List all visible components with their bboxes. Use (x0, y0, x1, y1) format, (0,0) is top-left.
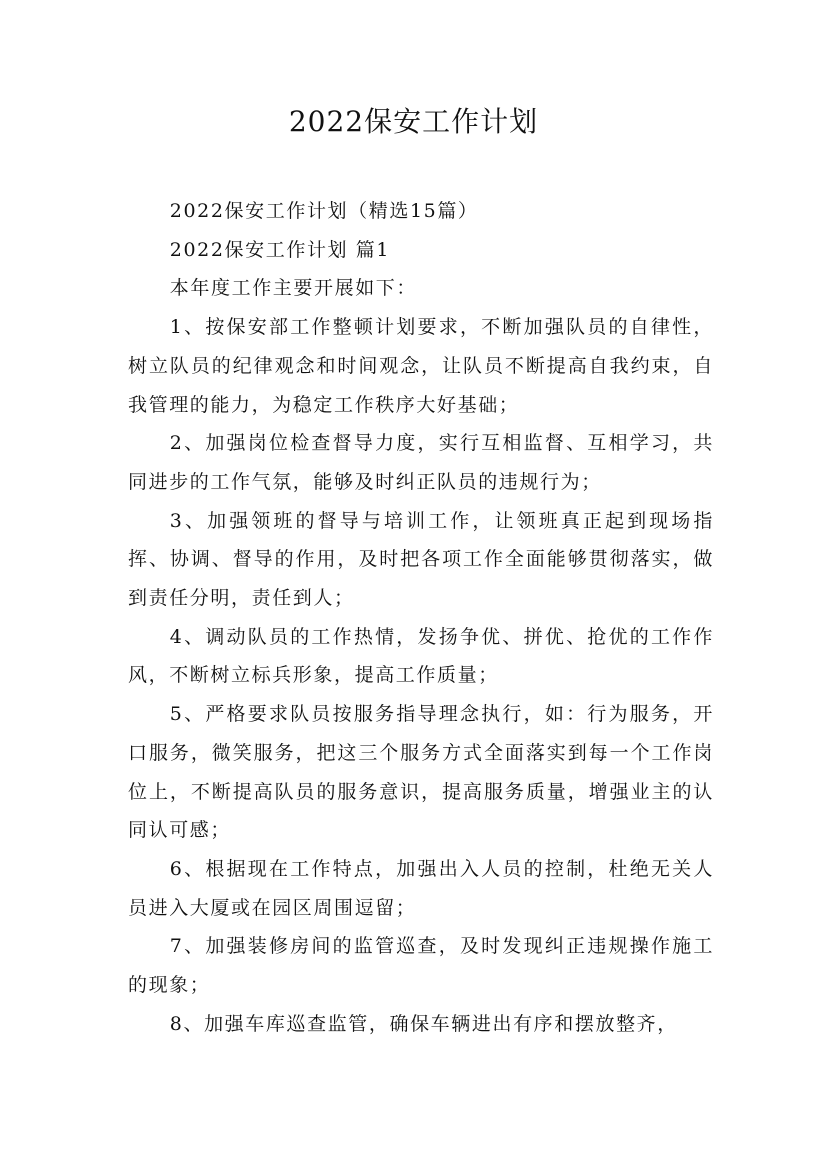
paragraph-item-3: 3、加强领班的督导与培训工作，让领班真正起到现场指挥、协调、督导的作用，及时把各项工作全面能够贯彻落实，做到责任分明，责任到人； (128, 509, 714, 610)
paragraph-item-5: 5、严格要求队员按服务指导理念执行，如：行为服务，开口服务，微笑服务，把这三个服务方式全面落实到每一个工作岗位上，不断提高队员的服务意识，提高服务质量，增强业主的认同认可感； (128, 703, 714, 842)
paragraph-item-1: 1、按保安部工作整顿计划要求，不断加强队员的自律性，树立队员的纪律观念和时间观念，让队员不断提高自我约束，自我管理的能力，为稳定工作秩序大好基础； (128, 316, 714, 416)
paragraph-subtitle: 2022保安工作计划（精选15篇） (169, 200, 479, 222)
document-body (128, 192, 714, 1043)
paragraph-intro: 本年度工作主要开展如下： (169, 277, 417, 300)
paragraph-section-heading: 2022保安工作计划 篇1 (169, 238, 391, 261)
paragraph-item-2: 2、加强岗位检查督导力度，实行互相监督、互相学习，共同进步的工作气氛，能够及时纠正队员的违规行为； (128, 432, 714, 493)
document-title: 2022保安工作计划 (288, 105, 539, 138)
paragraph-item-8: 8、加强车库巡查监管，确保车辆进出有序和摆放整齐， (169, 1012, 678, 1035)
paragraph-item-7: 7、加强装修房间的监管巡查，及时发现纠正违规操作施工的现象； (128, 935, 714, 997)
paragraph-item-6: 6、根据现在工作特点，加强出入人员的控制，杜绝无关人员进入大厦或在园区周围逗留； (128, 857, 714, 919)
paragraph-item-4: 4、调动队员的工作热情，发扬争优、拼优、抢优的工作作风，不断树立标兵形象，提高工作质量； (128, 625, 714, 687)
